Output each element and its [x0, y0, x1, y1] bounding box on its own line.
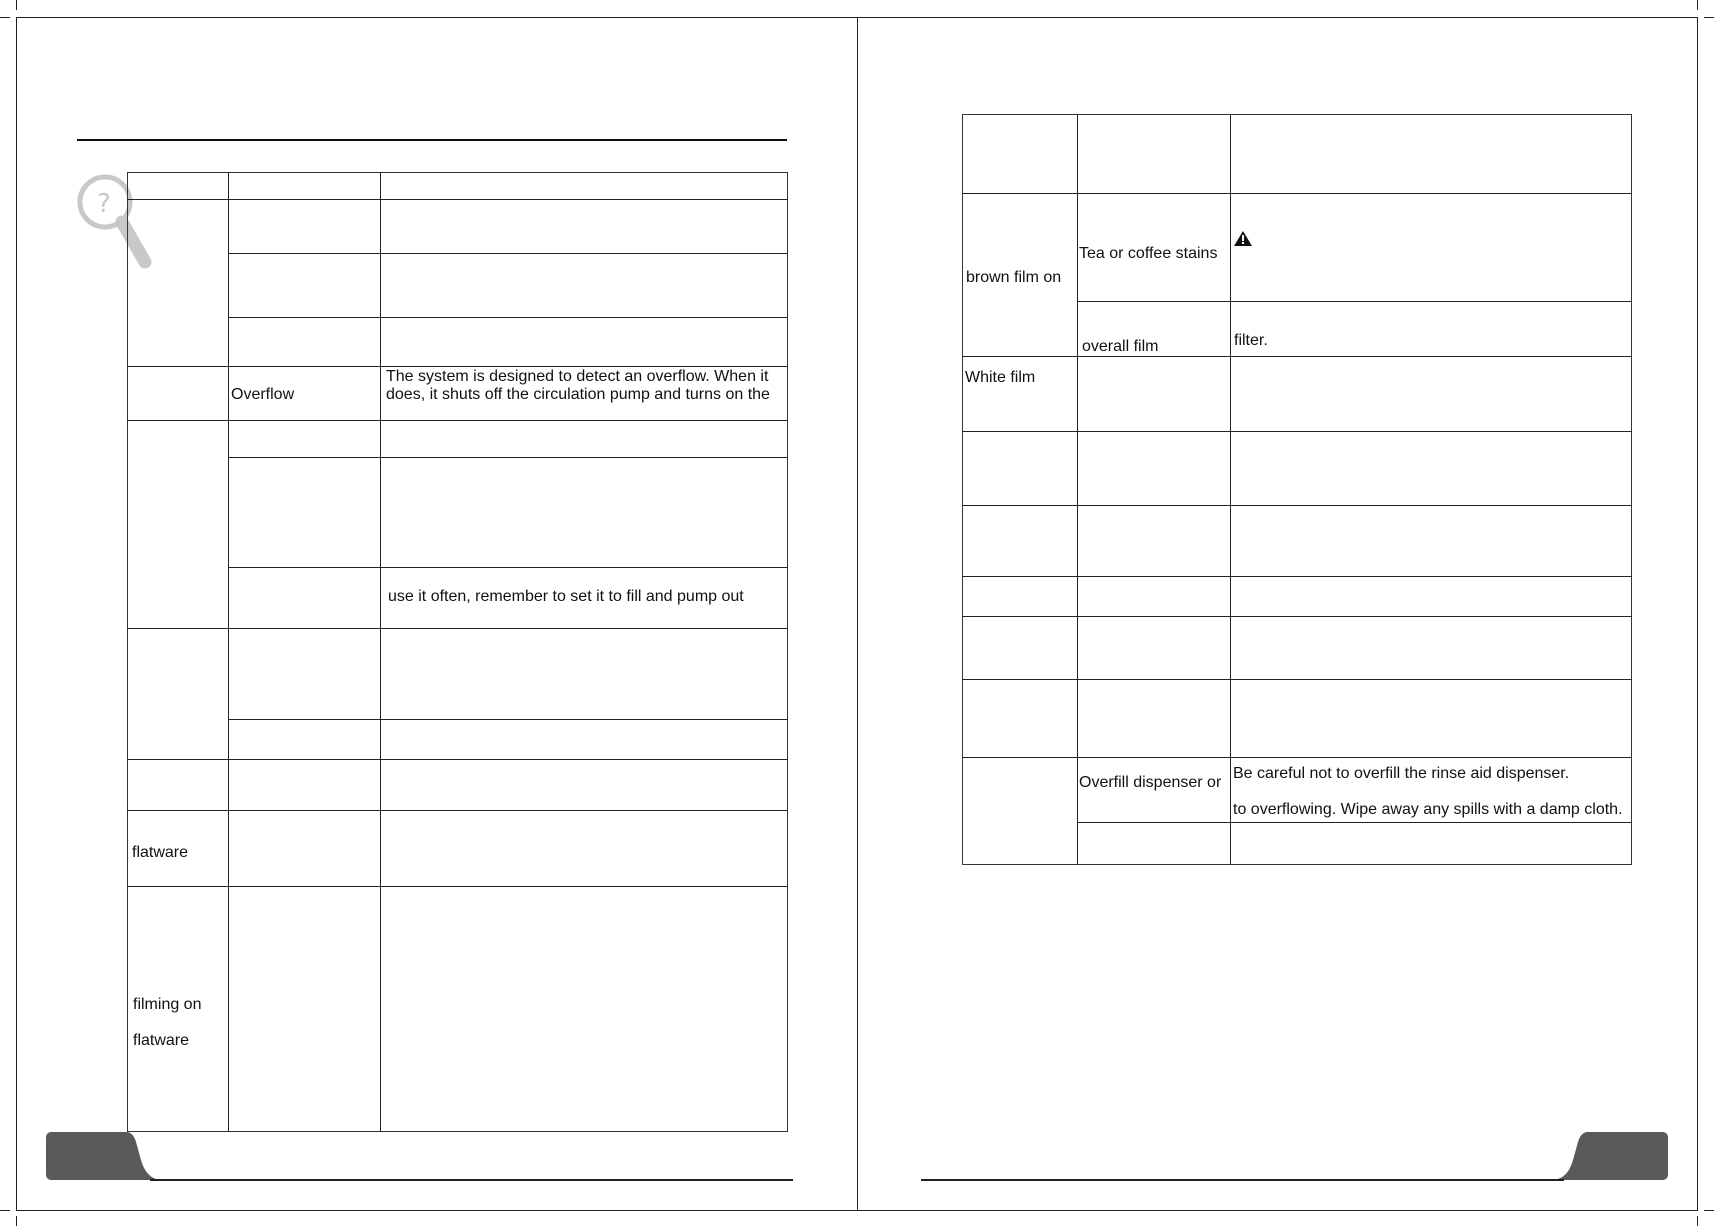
row-line: [962, 576, 1632, 577]
column-divider: [228, 172, 229, 1132]
overall-film-cause: overall film: [1082, 338, 1159, 355]
subrow-line: [1077, 301, 1632, 302]
crop-mark: [0, 1210, 10, 1211]
filming-problem-line-2: flatware: [133, 1032, 190, 1049]
flatware-problem: flatware: [132, 844, 189, 861]
crop-mark: [16, 1216, 17, 1226]
overfill-solution-line-1: Be careful not to overfill the rinse aid dispenser.: [1233, 765, 1570, 782]
row-line: [962, 193, 1632, 194]
subrow-line: [1077, 822, 1632, 823]
row-line: [962, 505, 1632, 506]
column-divider: [1077, 114, 1078, 865]
white-film-problem: White film: [965, 369, 1036, 386]
overflow-solution-line-1: The system is designed to detect an overflow. When it: [386, 368, 769, 385]
row-line: [127, 420, 788, 421]
crop-mark: [1697, 0, 1698, 10]
spine-line: [857, 17, 858, 1211]
filming-problem-line-1: filming on: [133, 996, 202, 1013]
filter-solution: filter.: [1234, 332, 1268, 349]
subrow-line: [228, 317, 788, 318]
row-line: [127, 886, 788, 887]
subrow-line: [228, 457, 788, 458]
right-table-border: [962, 114, 1632, 865]
row-line: [962, 431, 1632, 432]
column-divider: [380, 172, 381, 1132]
overfill-solution-line-2: to overflowing. Wipe away any spills with a damp cloth.: [1233, 801, 1623, 818]
overflow-solution-line-2: does, it shuts off the circulation pump and turns on the: [386, 386, 770, 403]
left-page-tab: [46, 1132, 160, 1180]
column-divider: [1230, 114, 1231, 865]
overfill-cause: Overfill dispenser or: [1079, 774, 1222, 791]
crop-mark: [1704, 1210, 1714, 1211]
pump-out-solution: use it often, remember to set it to fill and pump out: [388, 588, 744, 605]
row-line: [962, 757, 1632, 758]
subrow-line: [228, 567, 788, 568]
frame-right-line: [1697, 17, 1698, 1211]
row-line: [127, 810, 788, 811]
row-line: [962, 679, 1632, 680]
svg-text:?: ?: [97, 189, 111, 219]
crop-mark: [0, 17, 10, 18]
crop-mark: [16, 0, 17, 10]
right-page-tab: [1554, 1132, 1668, 1180]
left-table-border: [127, 172, 788, 1132]
row-line: [962, 356, 1632, 357]
brown-film-problem: brown film on: [966, 269, 1062, 286]
header-row-line: [127, 199, 788, 200]
tea-stains-cause: Tea or coffee stains: [1079, 245, 1218, 262]
crop-mark: [1697, 1216, 1698, 1226]
row-line: [127, 628, 788, 629]
subrow-line: [228, 719, 788, 720]
overflow-cause: Overflow: [231, 386, 295, 403]
subrow-line: [228, 253, 788, 254]
row-line: [962, 616, 1632, 617]
header-rule: [77, 139, 787, 141]
crop-mark: [1704, 17, 1714, 18]
frame-left-line: [16, 17, 17, 1211]
row-line: [127, 759, 788, 760]
